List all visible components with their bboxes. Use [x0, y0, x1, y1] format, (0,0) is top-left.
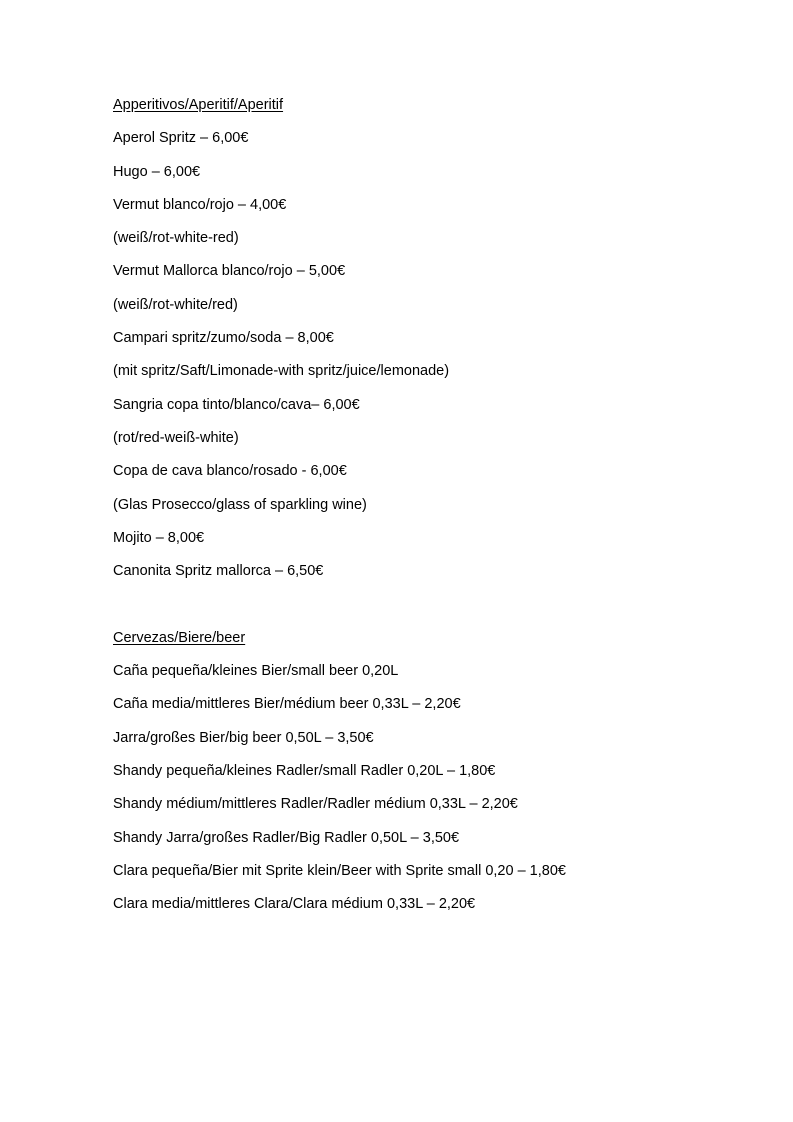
menu-item-note: (weiß/rot-white/red): [113, 296, 238, 313]
menu-item: Clara pequeña/Bier mit Sprite klein/Beer with Sprite small 0,20 – 1,80€: [113, 862, 566, 879]
menu-content: [113, 95, 753, 927]
menu-item-note: (Glas Prosecco/glass of sparkling wine): [113, 496, 367, 513]
menu-item: Caña pequeña/kleines Bier/small beer 0,20L: [113, 663, 399, 680]
menu-item: Canonita Spritz mallorca – 6,50€: [113, 563, 324, 580]
menu-item: Copa de cava blanco/rosado - 6,00€: [113, 463, 347, 480]
menu-item: Shandy médium/mittleres Radler/Radler médium 0,33L – 2,20€: [113, 796, 518, 813]
menu-item-note: (mit spritz/Saft/Limonade-with spritz/juice/lemonade): [113, 363, 450, 380]
menu-item: Mojito – 8,00€: [113, 529, 205, 546]
section-aperitifs: [113, 95, 753, 594]
menu-item: Sangria copa tinto/blanco/cava– 6,00€: [113, 396, 360, 413]
menu-item-note: (weiß/rot-white-red): [113, 230, 239, 247]
menu-item: Clara media/mittleres Clara/Clara médium 0,33L – 2,20€: [113, 896, 476, 913]
menu-item: Jarra/großes Bier/big beer 0,50L – 3,50€: [113, 729, 374, 746]
menu-item: Aperol Spritz – 6,00€: [113, 130, 249, 147]
section-beers: [113, 628, 753, 928]
menu-item: Hugo – 6,00€: [113, 163, 201, 180]
menu-item: Vermut blanco/rojo – 4,00€: [113, 196, 287, 213]
section-heading: Cervezas/Biere/beer: [113, 629, 246, 646]
menu-item: Shandy pequeña/kleines Radler/small Radler 0,20L – 1,80€: [113, 762, 496, 779]
menu-item: Shandy Jarra/großes Radler/Big Radler 0,50L – 3,50€: [113, 829, 460, 846]
menu-item: Caña media/mittleres Bier/médium beer 0,33L – 2,20€: [113, 696, 461, 713]
section-heading: Apperitivos/Aperitif/Aperitif: [113, 97, 284, 113]
menu-item: Campari spritz/zumo/soda – 8,00€: [113, 330, 334, 347]
menu-item-note: (rot/red-weiß-white): [113, 429, 239, 446]
menu-item: Vermut Mallorca blanco/rojo – 5,00€: [113, 263, 346, 280]
